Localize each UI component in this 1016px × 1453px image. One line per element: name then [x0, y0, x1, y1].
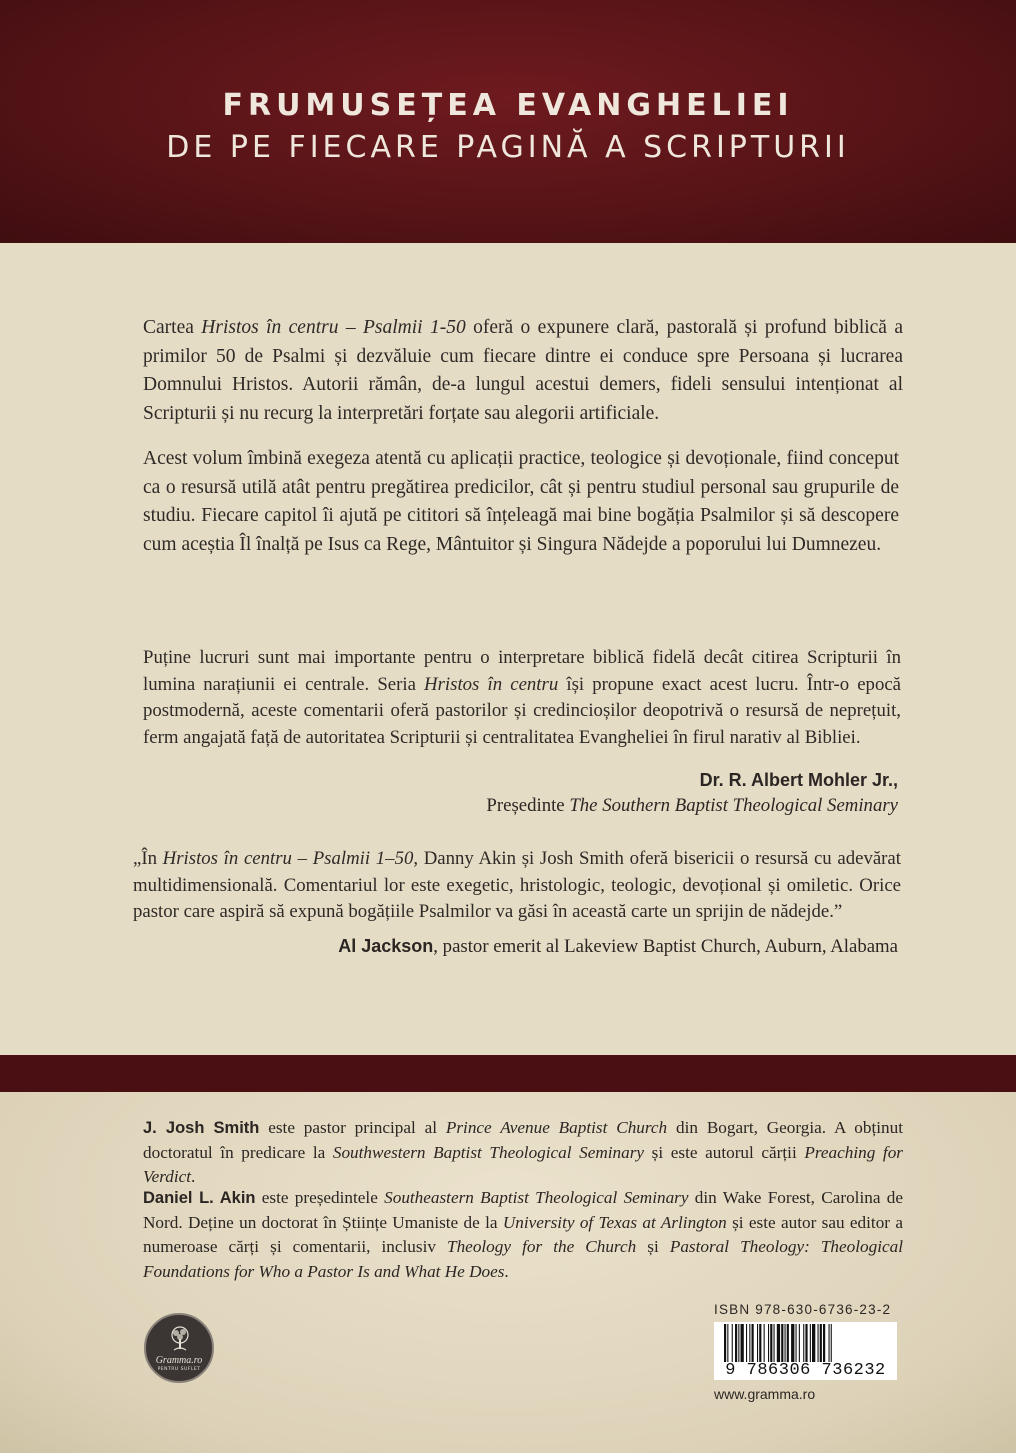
church: Prince Avenue Baptist Church [445, 1118, 668, 1137]
barcode-digits: 9 786306 736232 [714, 1362, 897, 1380]
text: Președinte [486, 795, 570, 816]
publisher-website[interactable]: www.gramma.ro [714, 1386, 816, 1402]
university: University of Texas at Arlington [502, 1212, 727, 1232]
author-section [0, 1092, 1016, 1453]
endorser-1 [486, 767, 898, 819]
author-name: J. Josh Smith [143, 1119, 260, 1137]
text: este pastor principal al [259, 1118, 446, 1137]
series-title: Hristos în centru [424, 673, 559, 695]
endorser-2-name: Al Jackson [338, 936, 434, 956]
seminary: Southwestern Baptist Theological Seminary [332, 1142, 645, 1162]
publisher-brand: Gramma.ro [155, 1355, 203, 1366]
text: . [504, 1261, 509, 1281]
text: și este autor sau editor a numeroase cărți și comentarii, inclusiv [143, 1212, 903, 1256]
book-title: Pastoral Theology: Theological Foundations for Who a Pastor Is and What He Does [143, 1237, 903, 1281]
description-paragraph-2: Acest volum îmbină exegeza atentă cu aplicații practice, teologice și devoționale, fiind conceput ca o resursă utilă atât pentru pregătirea predicilor, cât și pentru studiul personal sau grupurile de studiu. Fiecare capitol îi ajută pe cititori să înțeleagă mai bine bogăția Psalmilor și să descopere cum aceștia Îl înalță pe Isus ca Rege, Mântuitor și Singura Nădejde a poporului lui Dumnezeu. [143, 448, 899, 555]
header-band [0, 0, 1016, 243]
institution: The Southern Baptist Theological Seminary [569, 795, 898, 816]
author-name: Daniel L. Akin [143, 1189, 256, 1207]
endorser-1-name: Dr. R. Albert Mohler Jr., [699, 770, 898, 790]
seminary: Southeastern Baptist Theological Seminary [384, 1188, 689, 1207]
tree-icon [166, 1325, 194, 1353]
book-title: Hristos în centru – Psalmii 1-50 [201, 317, 466, 338]
description-section [0, 243, 1016, 1055]
book-title: Hristos în centru – Psalmii 1–50 [162, 848, 414, 869]
publisher-tagline: PENTRU SUFLET [157, 1367, 201, 1372]
isbn-label: ISBN 978-630-6736-23-2 [714, 1302, 892, 1317]
text: din Wake Forest, Carolina de Nord. Deține un doctorat în Științe Umaniste de la [143, 1188, 903, 1232]
book-title: Preaching for Verdict [143, 1142, 903, 1186]
endorser-1-role [486, 793, 898, 819]
header-subtitle: DE PE FIECARE PAGINĂ A SCRIPTURII [166, 130, 850, 165]
isbn-barcode [714, 1322, 897, 1380]
endorser-2 [338, 933, 898, 960]
endorsement-2 [133, 846, 901, 926]
text: „În [133, 848, 163, 869]
text: Puține lucruri sunt mai importante pentru o interpretare biblică fidelă decât citirea Scripturii în lumina narațiunii ei centrale. Seria [143, 647, 901, 695]
author-bio-akin [143, 1186, 903, 1284]
text: din Bogart, Georgia. A obținut doctoratul în predicare la [143, 1118, 903, 1162]
text: este președintele [255, 1188, 385, 1207]
text: și este autorul cărții [644, 1142, 805, 1162]
text: . [191, 1167, 196, 1186]
text: Cartea [143, 317, 202, 338]
publisher-logo [144, 1313, 214, 1383]
book-title: Theology for the Church [447, 1237, 637, 1256]
barcode-bars [714, 1322, 897, 1364]
author-bio-smith [143, 1116, 903, 1190]
section-divider [0, 1055, 1016, 1092]
endorsement-1 [143, 645, 901, 751]
text: , Danny Akin și Josh Smith oferă bisericii o resursă cu adevărat multidimensională. Comentariul lor este exegetic, hristologic, teologic, devoțional și omiletic. Orice pastor care aspiră să expună bogățiile Psalmilor va găsi în această carte un sprijin de nădejde.” [133, 848, 901, 922]
text: își propune exact acest lucru. Într-o epocă postmodernă, aceste comentarii oferă pastorilor și credincioșilor deopotrivă o resursă de neprețuit, ferm angajată față de autoritatea Scripturii și centralitatea Evangheliei în firul narativ al Bibliei. [143, 673, 902, 748]
text: și [636, 1237, 670, 1256]
header-title: FRUMUSEȚEA EVANGHELIEI [222, 88, 794, 123]
text: oferă o expunere clară, pastorală și profund biblică a primilor 50 de Psalmi și dezvăluie cum fiecare dintre ei conduce spre Persoana și lucrarea Domnului Hristos. Autorii rămân, de-a lungul acestui demers, fideli sensului intenționat al Scripturii și nu recurg la interpretări forțate sau alegorii artificiale. [143, 317, 904, 424]
endorser-2-role: , pastor emerit al Lakeview Baptist Church, Auburn, Alabama [433, 936, 898, 957]
description-paragraph-1 [143, 314, 903, 428]
